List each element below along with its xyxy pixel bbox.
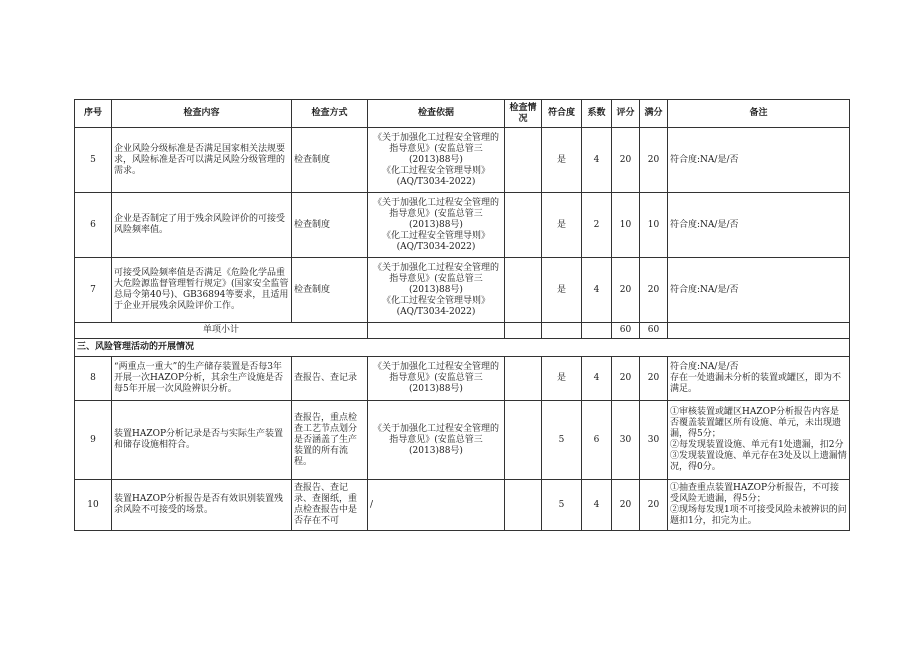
row-conform: 5 xyxy=(542,401,582,480)
row-method: 查报告，重点检查工艺节点划分是否涵盖了生产装置的所有流程。 xyxy=(292,401,368,480)
header-score: 评分 xyxy=(612,100,640,128)
row-basis: / xyxy=(368,480,505,531)
row-method: 检查制度 xyxy=(292,258,368,323)
row-conform: 是 xyxy=(542,357,582,401)
row-coef: 4 xyxy=(582,357,612,401)
header-full: 满分 xyxy=(640,100,668,128)
subtotal-empty-cell xyxy=(542,323,582,339)
subtotal-row xyxy=(75,323,850,339)
row-no: 8 xyxy=(75,357,112,401)
row-conform: 是 xyxy=(542,193,582,258)
table-row xyxy=(75,193,850,258)
row-no: 7 xyxy=(75,258,112,323)
row-situation xyxy=(505,480,542,531)
table-row xyxy=(75,480,850,531)
row-content: 可接受风险频率值是否满足《危险化学品重大危险源监督管理暂行规定》(国家安全监管总局令第40号)、GB36894等要求，且适用于企业开展残余风险评价工作。 xyxy=(112,258,292,323)
row-note: ①抽查重点装置HAZOP分析报告，不可接受风险无遗漏，得5分； ②现场每发现1项不可接受风险未被辨识的问题扣1分，扣完为止。 xyxy=(668,480,850,531)
subtotal-empty-cell xyxy=(668,323,850,339)
row-no: 6 xyxy=(75,193,112,258)
row-basis: 《关于加强化工过程安全管理的指导意见》(安监总管三(2013)88号) xyxy=(368,401,505,480)
row-full: 20 xyxy=(640,128,668,193)
subtotal-empty-cell xyxy=(368,323,505,339)
row-score: 20 xyxy=(612,258,640,323)
row-coef: 6 xyxy=(582,401,612,480)
header-coef: 系数 xyxy=(582,100,612,128)
row-score: 10 xyxy=(612,193,640,258)
header-situation: 检查情况 xyxy=(505,100,542,128)
row-full: 20 xyxy=(640,258,668,323)
row-basis: 《关于加强化工过程安全管理的指导意见》(安监总管三(2013)88号) xyxy=(368,357,505,401)
row-conform: 是 xyxy=(542,258,582,323)
row-content: 装置HAZOP分析记录是否与实际生产装置和储存设施相符合。 xyxy=(112,401,292,480)
row-method: 检查制度 xyxy=(292,193,368,258)
row-note: 符合度:NA/是/否 xyxy=(668,258,850,323)
row-score: 20 xyxy=(612,357,640,401)
row-method: 查报告、查记录、查图纸，重点检查报告中是否存在不可 xyxy=(292,480,368,531)
row-situation xyxy=(505,258,542,323)
table-row xyxy=(75,258,850,323)
row-full: 10 xyxy=(640,193,668,258)
section-row xyxy=(75,339,850,357)
header-basis: 检查依据 xyxy=(368,100,505,128)
subtotal-full: 60 xyxy=(640,323,668,339)
row-no: 9 xyxy=(75,401,112,480)
row-note: 符合度:NA/是/否 xyxy=(668,128,850,193)
row-basis: 《关于加强化工过程安全管理的指导意见》(安监总管三(2013)88号) 《化工过程安全管理导则》(AQ/T3034-2022) xyxy=(368,258,505,323)
row-situation xyxy=(505,357,542,401)
row-coef: 4 xyxy=(582,128,612,193)
row-content: 企业风险分级标准是否满足国家相关法规要求，风险标准是否可以满足风险分级管理的需求。 xyxy=(112,128,292,193)
row-content: “两重点一重大”的生产储存装置是否每3年开展一次HAZOP分析，其余生产设施是否每5年开展一次风险辨识分析。 xyxy=(112,357,292,401)
row-content: 企业是否制定了用于残余风险评价的可接受风险频率值。 xyxy=(112,193,292,258)
row-score: 20 xyxy=(612,128,640,193)
row-content: 装置HAZOP分析报告是否有效识别装置残余风险不可接受的场景。 xyxy=(112,480,292,531)
row-conform: 是 xyxy=(542,128,582,193)
header-conform: 符合度 xyxy=(542,100,582,128)
row-coef: 4 xyxy=(582,258,612,323)
row-situation xyxy=(505,193,542,258)
row-situation xyxy=(505,128,542,193)
subtotal-empty-cell xyxy=(505,323,542,339)
section-title: 三、风险管理活动的开展情况 xyxy=(75,339,850,357)
header-row xyxy=(75,100,850,128)
table-row xyxy=(75,401,850,480)
subtotal-score: 60 xyxy=(612,323,640,339)
subtotal-empty-cell xyxy=(582,323,612,339)
header-content: 检查内容 xyxy=(112,100,292,128)
row-note: 符合度:NA/是/否 存在一处遗漏未分析的装置或罐区，即为不满足。 xyxy=(668,357,850,401)
header-note: 备注 xyxy=(668,100,850,128)
row-basis: 《关于加强化工过程安全管理的指导意见》(安监总管三(2013)88号) 《化工过程安全管理导则》(AQ/T3034-2022) xyxy=(368,193,505,258)
row-no: 5 xyxy=(75,128,112,193)
row-score: 30 xyxy=(612,401,640,480)
header-method: 检查方式 xyxy=(292,100,368,128)
row-note: 符合度:NA/是/否 xyxy=(668,193,850,258)
row-full: 20 xyxy=(640,357,668,401)
row-note: ①审核装置或罐区HAZOP分析报告内容是否覆盖装置罐区所有设施、单元，未出现遗漏，得5分； ②每发现装置设施、单元有1处遗漏，扣2分 ③发现装置设施、单元存在3处及以上遗漏情况，得0分。 xyxy=(668,401,850,480)
row-coef: 2 xyxy=(582,193,612,258)
inspection-table xyxy=(74,99,850,531)
row-basis: 《关于加强化工过程安全管理的指导意见》(安监总管三(2013)88号) 《化工过程安全管理导则》(AQ/T3034-2022) xyxy=(368,128,505,193)
row-full: 30 xyxy=(640,401,668,480)
subtotal-label: 单项小计 xyxy=(75,323,368,339)
row-score: 20 xyxy=(612,480,640,531)
header-no: 序号 xyxy=(75,100,112,128)
row-coef: 4 xyxy=(582,480,612,531)
row-conform: 5 xyxy=(542,480,582,531)
table-row xyxy=(75,128,850,193)
row-situation xyxy=(505,401,542,480)
row-no: 10 xyxy=(75,480,112,531)
row-method: 检查制度 xyxy=(292,128,368,193)
row-method: 查报告、查记录 xyxy=(292,357,368,401)
row-full: 20 xyxy=(640,480,668,531)
table-row xyxy=(75,357,850,401)
